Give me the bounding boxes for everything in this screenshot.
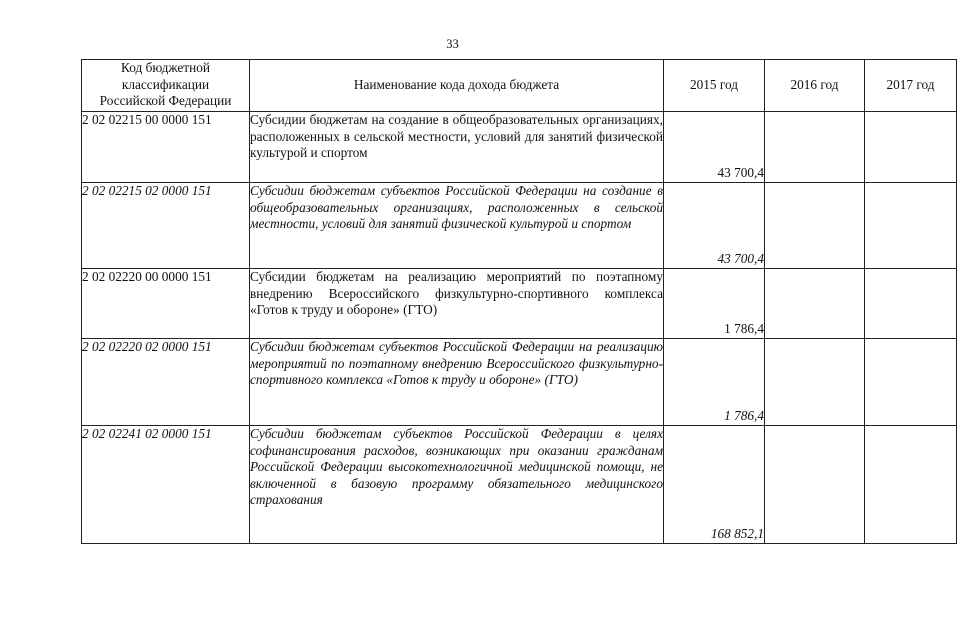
- row-name: Субсидии бюджетам на создание в общеобразовательных организациях, расположенных в сельской местности, условий для занятий физической культурой и спортом: [250, 112, 664, 183]
- row-value-2016: [765, 339, 865, 426]
- row-value-2015: 43 700,4: [664, 183, 765, 269]
- row-name: Субсидии бюджетам субъектов Российской Федерации на реализацию мероприятий по поэтапному внедрению Всероссийского физкультурно-спортивного комплекса «Готов к труду и обороне» (ГТО): [250, 339, 664, 426]
- header-code: [82, 60, 250, 112]
- budget-revenue-table: [81, 59, 957, 544]
- row-value-2016: [765, 183, 865, 269]
- row-value-2016: [765, 426, 865, 544]
- table-row: [82, 339, 957, 426]
- table-row: [82, 112, 957, 183]
- header-code-line: Российской Федерации: [99, 93, 232, 109]
- row-value-2017: [865, 426, 957, 544]
- row-value-2017: [865, 183, 957, 269]
- table-row: [82, 269, 957, 339]
- header-name: Наименование кода дохода бюджета: [250, 60, 664, 112]
- table-row: [82, 183, 957, 269]
- header-2017: 2017 год: [865, 60, 957, 112]
- row-name: Субсидии бюджетам на реализацию мероприятий по поэтапному внедрению Всероссийского физкультурно-спортивного комплекса «Готов к труду и обороне» (ГТО): [250, 269, 664, 339]
- row-name: Субсидии бюджетам субъектов Российской Федерации в целях софинансирования расходов, возникающих при оказании гражданам Российской Федерации высокотехнологичной медицинской помощи, не включенной в базовую программу обязательного медицинского страхования: [250, 426, 664, 544]
- table-header-row: [82, 60, 957, 112]
- table-row: [82, 426, 957, 544]
- header-code-line: Код бюджетной: [121, 60, 210, 75]
- header-2016: 2016 год: [765, 60, 865, 112]
- page-number: 33: [446, 37, 459, 51]
- row-code: 2 02 02241 02 0000 151: [82, 426, 250, 544]
- row-code: 2 02 02220 02 0000 151: [82, 339, 250, 426]
- row-value-2017: [865, 339, 957, 426]
- header-code-line: классификации: [121, 76, 210, 92]
- row-name: Субсидии бюджетам субъектов Российской Федерации на создание в общеобразовательных организациях, расположенных в сельской местности, условий для занятий физической культурой и спортом: [250, 183, 664, 269]
- row-value-2017: [865, 269, 957, 339]
- row-value-2015: 43 700,4: [664, 112, 765, 183]
- row-code: 2 02 02215 02 0000 151: [82, 183, 250, 269]
- row-code: 2 02 02220 00 0000 151: [82, 269, 250, 339]
- row-value-2016: [765, 269, 865, 339]
- row-value-2017: [865, 112, 957, 183]
- header-2015: 2015 год: [664, 60, 765, 112]
- row-value-2015: 1 786,4: [664, 269, 765, 339]
- row-code: 2 02 02215 00 0000 151: [82, 112, 250, 183]
- row-value-2015: 1 786,4: [664, 339, 765, 426]
- row-value-2016: [765, 112, 865, 183]
- row-value-2015: 168 852,1: [664, 426, 765, 544]
